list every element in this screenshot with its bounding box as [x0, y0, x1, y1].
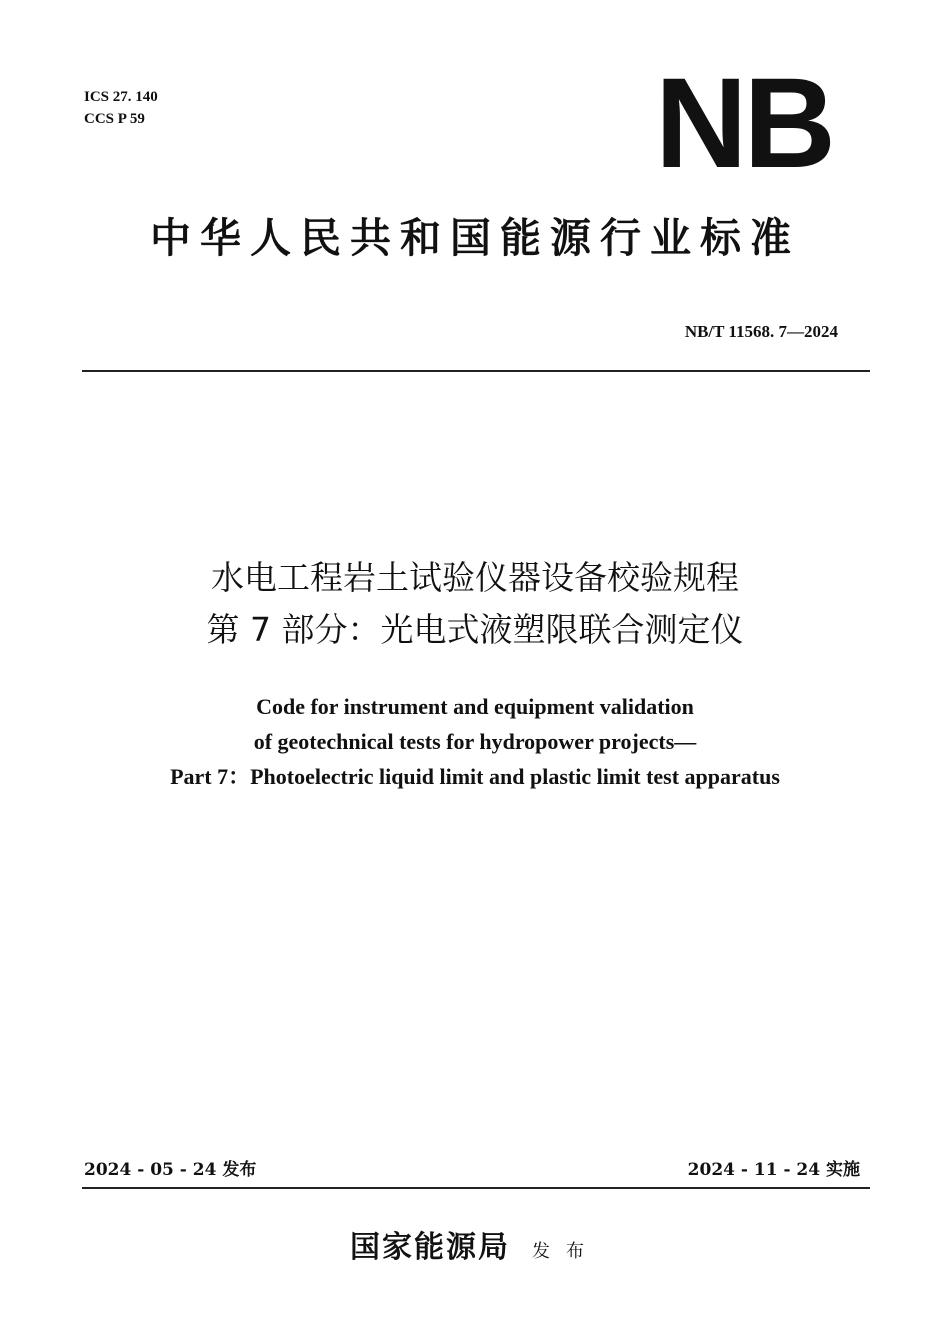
english-title-line-1: Code for instrument and equipment validation — [256, 694, 694, 719]
chinese-title-line-1: 水电工程岩土试验仪器设备校验规程 — [211, 558, 739, 597]
ics-code: ICS 27. 140 — [84, 89, 158, 105]
publisher-organization: 国家能源局 — [350, 1230, 510, 1265]
publisher-line — [0, 1222, 950, 1266]
english-title-line-3: Part 7：Photoelectric liquid limit and plastic limit test apparatus — [170, 764, 780, 789]
chinese-title-line-2: 第 7 部分：光电式液塑限联合测定仪 — [206, 610, 744, 649]
classification-codes — [84, 86, 158, 130]
english-title-line-2: of geotechnical tests for hydropower projects— — [253, 729, 697, 754]
implementation-date: 2024 - 11 - 24 实施 — [687, 1160, 860, 1180]
publisher-action: 发布 — [532, 1241, 600, 1262]
issue-date: 2024 - 05 - 24 发布 — [84, 1160, 257, 1180]
ccs-code: CCS P 59 — [84, 111, 145, 127]
bottom-divider — [82, 1187, 870, 1189]
top-divider — [82, 370, 870, 372]
nb-logo: NB — [655, 52, 832, 195]
standard-number: NB/T 11568. 7—2024 — [684, 322, 838, 341]
industry-standard-title: 中华人民共和国能源行业标准 — [150, 214, 800, 262]
